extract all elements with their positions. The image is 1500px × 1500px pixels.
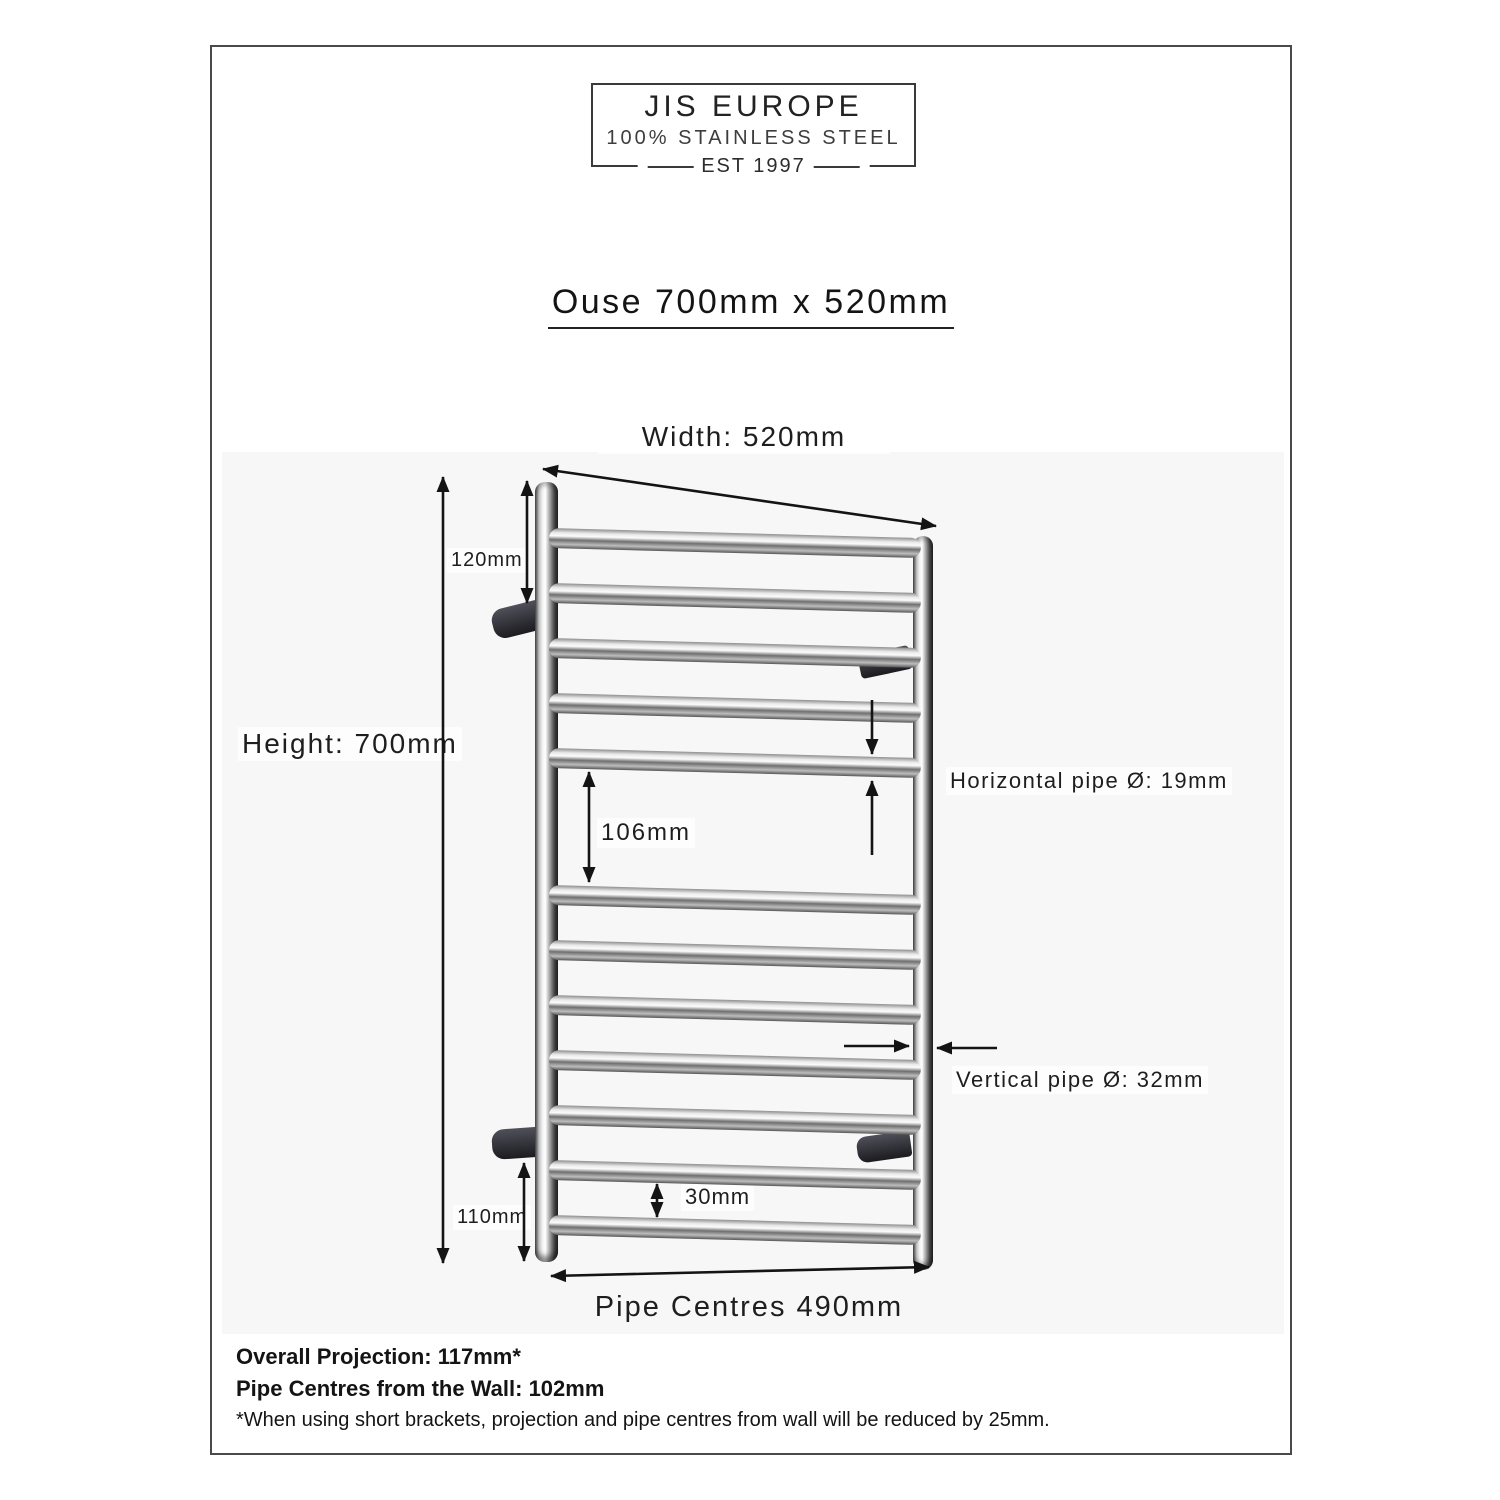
radiator-rung [549,995,921,1025]
height-dimension-label: Height: 700mm [238,727,462,761]
pipe-centres-wall-text: Pipe Centres from the Wall: 102mm [236,1376,605,1401]
towel-radiator-illustration [533,478,937,1278]
top-rail-offset-label: 120mm [447,548,527,573]
rail-gap-label: 30mm [681,1183,754,1211]
brand-tagline: 100% STAINLESS STEEL [606,127,901,149]
vertical-pipe-diameter-label: Vertical pipe Ø: 32mm [952,1066,1208,1094]
est-right-dash [814,166,860,168]
radiator-rung [549,583,921,613]
mid-rail-gap-label: 106mm [597,818,695,848]
radiator-rung [549,693,921,723]
short-bracket-note: *When using short brackets, projection and pipe centres from wall will be reduced by 25mm. [236,1409,1050,1431]
brand-logo-box [591,83,916,177]
bottom-rail-offset-label: 110mm [453,1205,531,1230]
radiator-rung [549,1050,921,1080]
radiator-rung [549,1215,921,1245]
horizontal-pipe-diameter-label: Horizontal pipe Ø: 19mm [946,767,1232,795]
radiator-rung [549,528,921,558]
radiator-rung [549,940,921,970]
radiator-rung [549,748,921,778]
pipe-centres-label: Pipe Centres 490mm [594,1291,904,1323]
brand-name: JIS EUROPE [644,90,863,123]
brand-established [637,155,870,178]
radiator-rung [549,638,921,668]
product-title: Ouse 700mm x 520mm [548,283,954,329]
wall-bracket-bottom-right [855,1130,912,1163]
overall-projection-text: Overall Projection: 117mm* [236,1344,521,1369]
established-label: EST 1997 [701,155,806,177]
radiator-rung [549,885,921,915]
radiator-rung [549,1105,921,1135]
page-title [210,283,1292,329]
width-dimension-label: Width: 520mm [598,420,890,454]
est-left-dash [647,166,693,168]
